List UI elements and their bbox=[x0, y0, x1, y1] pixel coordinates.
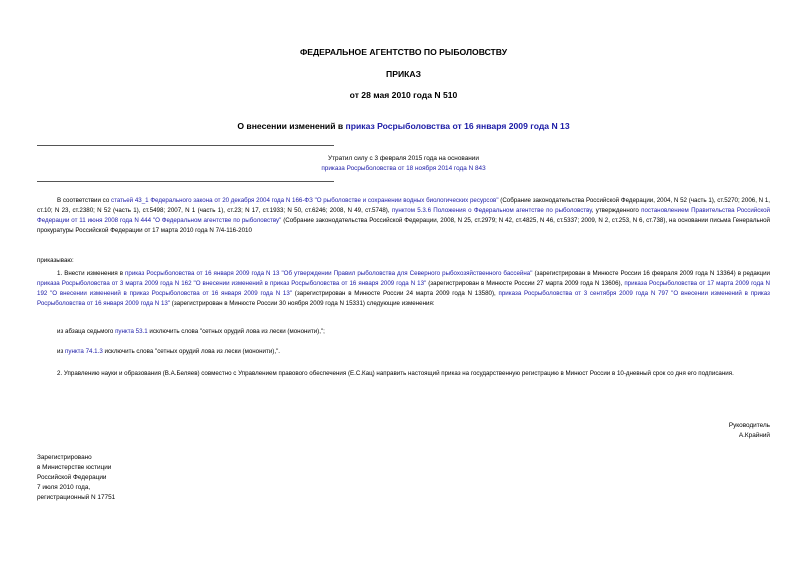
divider-top bbox=[37, 145, 334, 146]
title-link[interactable]: приказ Росрыболовства от 16 января 2009 года N 13 bbox=[345, 121, 570, 131]
change-b-link[interactable]: пункта 74.1.3 bbox=[65, 348, 103, 355]
preamble-paragraph: В соответствии со статьей 43_1 Федерального закона от 20 декабря 2004 года N 166-ФЗ "О рыболовстве и сохранении водных биологических ресурсов" (Собрание законодательства Российской Федерации, 2004, N 52 (часть 1), ст.5270; 2006, N 1, ст.10; N 23, ст.2380; N 52 (часть 1), ст.5498; 2007, N 1 (часть 1), ст.23; N 17, ст.1933; N 50, ст.6246; 2008, N 49, ст.5748), пунктом 5.3.6 Положения о Федеральном агентстве по рыболовству, утвержденного постановлением Правительства Российской Федерации от 11 июня 2008 года N 444 "О Федеральном агентстве по рыболовству" (Собрание законодательства Российской Федерации, 2008, N 25, ст.2979; N 42, ст.4825, N 46, ст.5337; 2009, N 2, ст.253, N 6, ст.738), на основании письма Генеральной прокуратуры Российской Федерации от 17 марта 2010 года N 7/4-116-2010 bbox=[37, 197, 771, 234]
agency-heading: ФЕДЕРАЛЬНОЕ АГЕНТСТВО ПО РЫБОЛОВСТВУ bbox=[299, 47, 508, 57]
doc-title: О внесении изменений в приказ Росрыболовства от 16 января 2009 года N 13 bbox=[237, 121, 570, 131]
preamble-link-clause[interactable]: пунктом 5.3.6 Положения о Федеральном агентстве по рыболовству bbox=[391, 207, 592, 214]
change-a-link[interactable]: пункта 53.1 bbox=[115, 328, 148, 335]
doc-type-heading: ПРИКАЗ bbox=[386, 69, 421, 79]
divider-bottom bbox=[37, 181, 334, 182]
doc-date-number: от 28 мая 2010 года N 510 bbox=[349, 90, 458, 100]
preamble-link-law[interactable]: статьей 43_1 Федерального закона от 20 декабря 2004 года N 166-ФЗ "О рыболовстве и сохранении водных биологических ресурсов" bbox=[111, 197, 499, 204]
item-1-link-192[interactable]: приказа Росрыболовства от 17 марта 2009 года N 192 "О внесении изменений в приказ Росрыболовства от 16 января 2009 года N 13" bbox=[37, 280, 771, 297]
item-1-paragraph: 1. Внести изменения в приказ Росрыболовства от 16 января 2009 года N 13 "Об утверждении Правил рыболовства для Северного рыбохозяйственного бассейна" (зарегистрирован в Минюсте России 16 февраля 2009 года N 13364) в редакции приказа Росрыболовства от 3 марта 2009 года N 162 "О внесении изменений в приказ Росрыболовства от 16 января 2009 года N 13" (зарегистрирован в Минюсте России 27 марта 2009 года N 13606), приказа Росрыболовства от 17 марта 2009 года N 192 "О внесении изменений в приказ Росрыболовства от 16 января 2009 года N 13" (зарегистрирован в Минюсте России 24 марта 2009 года N 13580), приказа Росрыболовства от 3 сентября 2009 года N 797 "О внесении изменений в приказ Росрыболовства от 16 января 2009 года N 13" (зарегистрирован в Минюсте России 30 ноября 2009 года N 15331) следующие изменения: bbox=[37, 270, 771, 307]
change-b-paragraph: из пункта 74.1.3 исключить слова "сетных орудий лова из лески (мононити),". bbox=[57, 348, 280, 355]
change-a-paragraph: из абзаца седьмого пункта 53.1 исключить слова "сетных орудий лова из лески (мононити),"; bbox=[57, 328, 325, 335]
order-word: приказываю: bbox=[37, 257, 74, 264]
item-1-link-162[interactable]: приказа Росрыболовства от 3 марта 2009 года N 162 "О внесении изменений в приказ Росрыболовства от 16 января 2009 года N 13" bbox=[37, 280, 427, 287]
status-note: Утратил силу с 3 февраля 2015 года на основании приказа Росрыболовства от 18 ноября 2014 года N 843 bbox=[0, 154, 807, 174]
item-2-paragraph: 2. Управлению науки и образования (В.А.Беляев) совместно с Управлением правового обеспечения (Е.С.Кац) направить настоящий приказ на государственную регистрацию в Минюст России в 10-дневный срок со дня его подписания. bbox=[57, 370, 734, 377]
item-1-link-main[interactable]: приказ Росрыболовства от 16 января 2009 года N 13 "Об утверждении Правил рыболовства для Северного рыбохозяйственного бассейна" bbox=[125, 270, 533, 277]
preamble-link-decree[interactable]: постановлением Правительства Российской Федерации от 11 июня 2008 года N 444 "О Федеральном агентстве по рыболовству" bbox=[37, 207, 771, 224]
signature-block bbox=[729, 421, 770, 441]
signature-role: Руководитель bbox=[728, 422, 770, 429]
status-note-link[interactable]: приказа Росрыболовства от 18 ноября 2014 года N 843 bbox=[321, 165, 486, 172]
item-1-link-797[interactable]: приказа Росрыболовства от 3 сентября 2009 года N 797 "О внесении изменений в приказ Росрыболовства от 16 января 2009 года N 13" bbox=[37, 290, 770, 307]
signature-name: А.Крайний bbox=[738, 432, 770, 439]
registration-block: Зарегистрировано в Министерстве юстиции Российской Федерации 7 июля 2010 года, регистрационный N 17751 bbox=[37, 454, 116, 501]
